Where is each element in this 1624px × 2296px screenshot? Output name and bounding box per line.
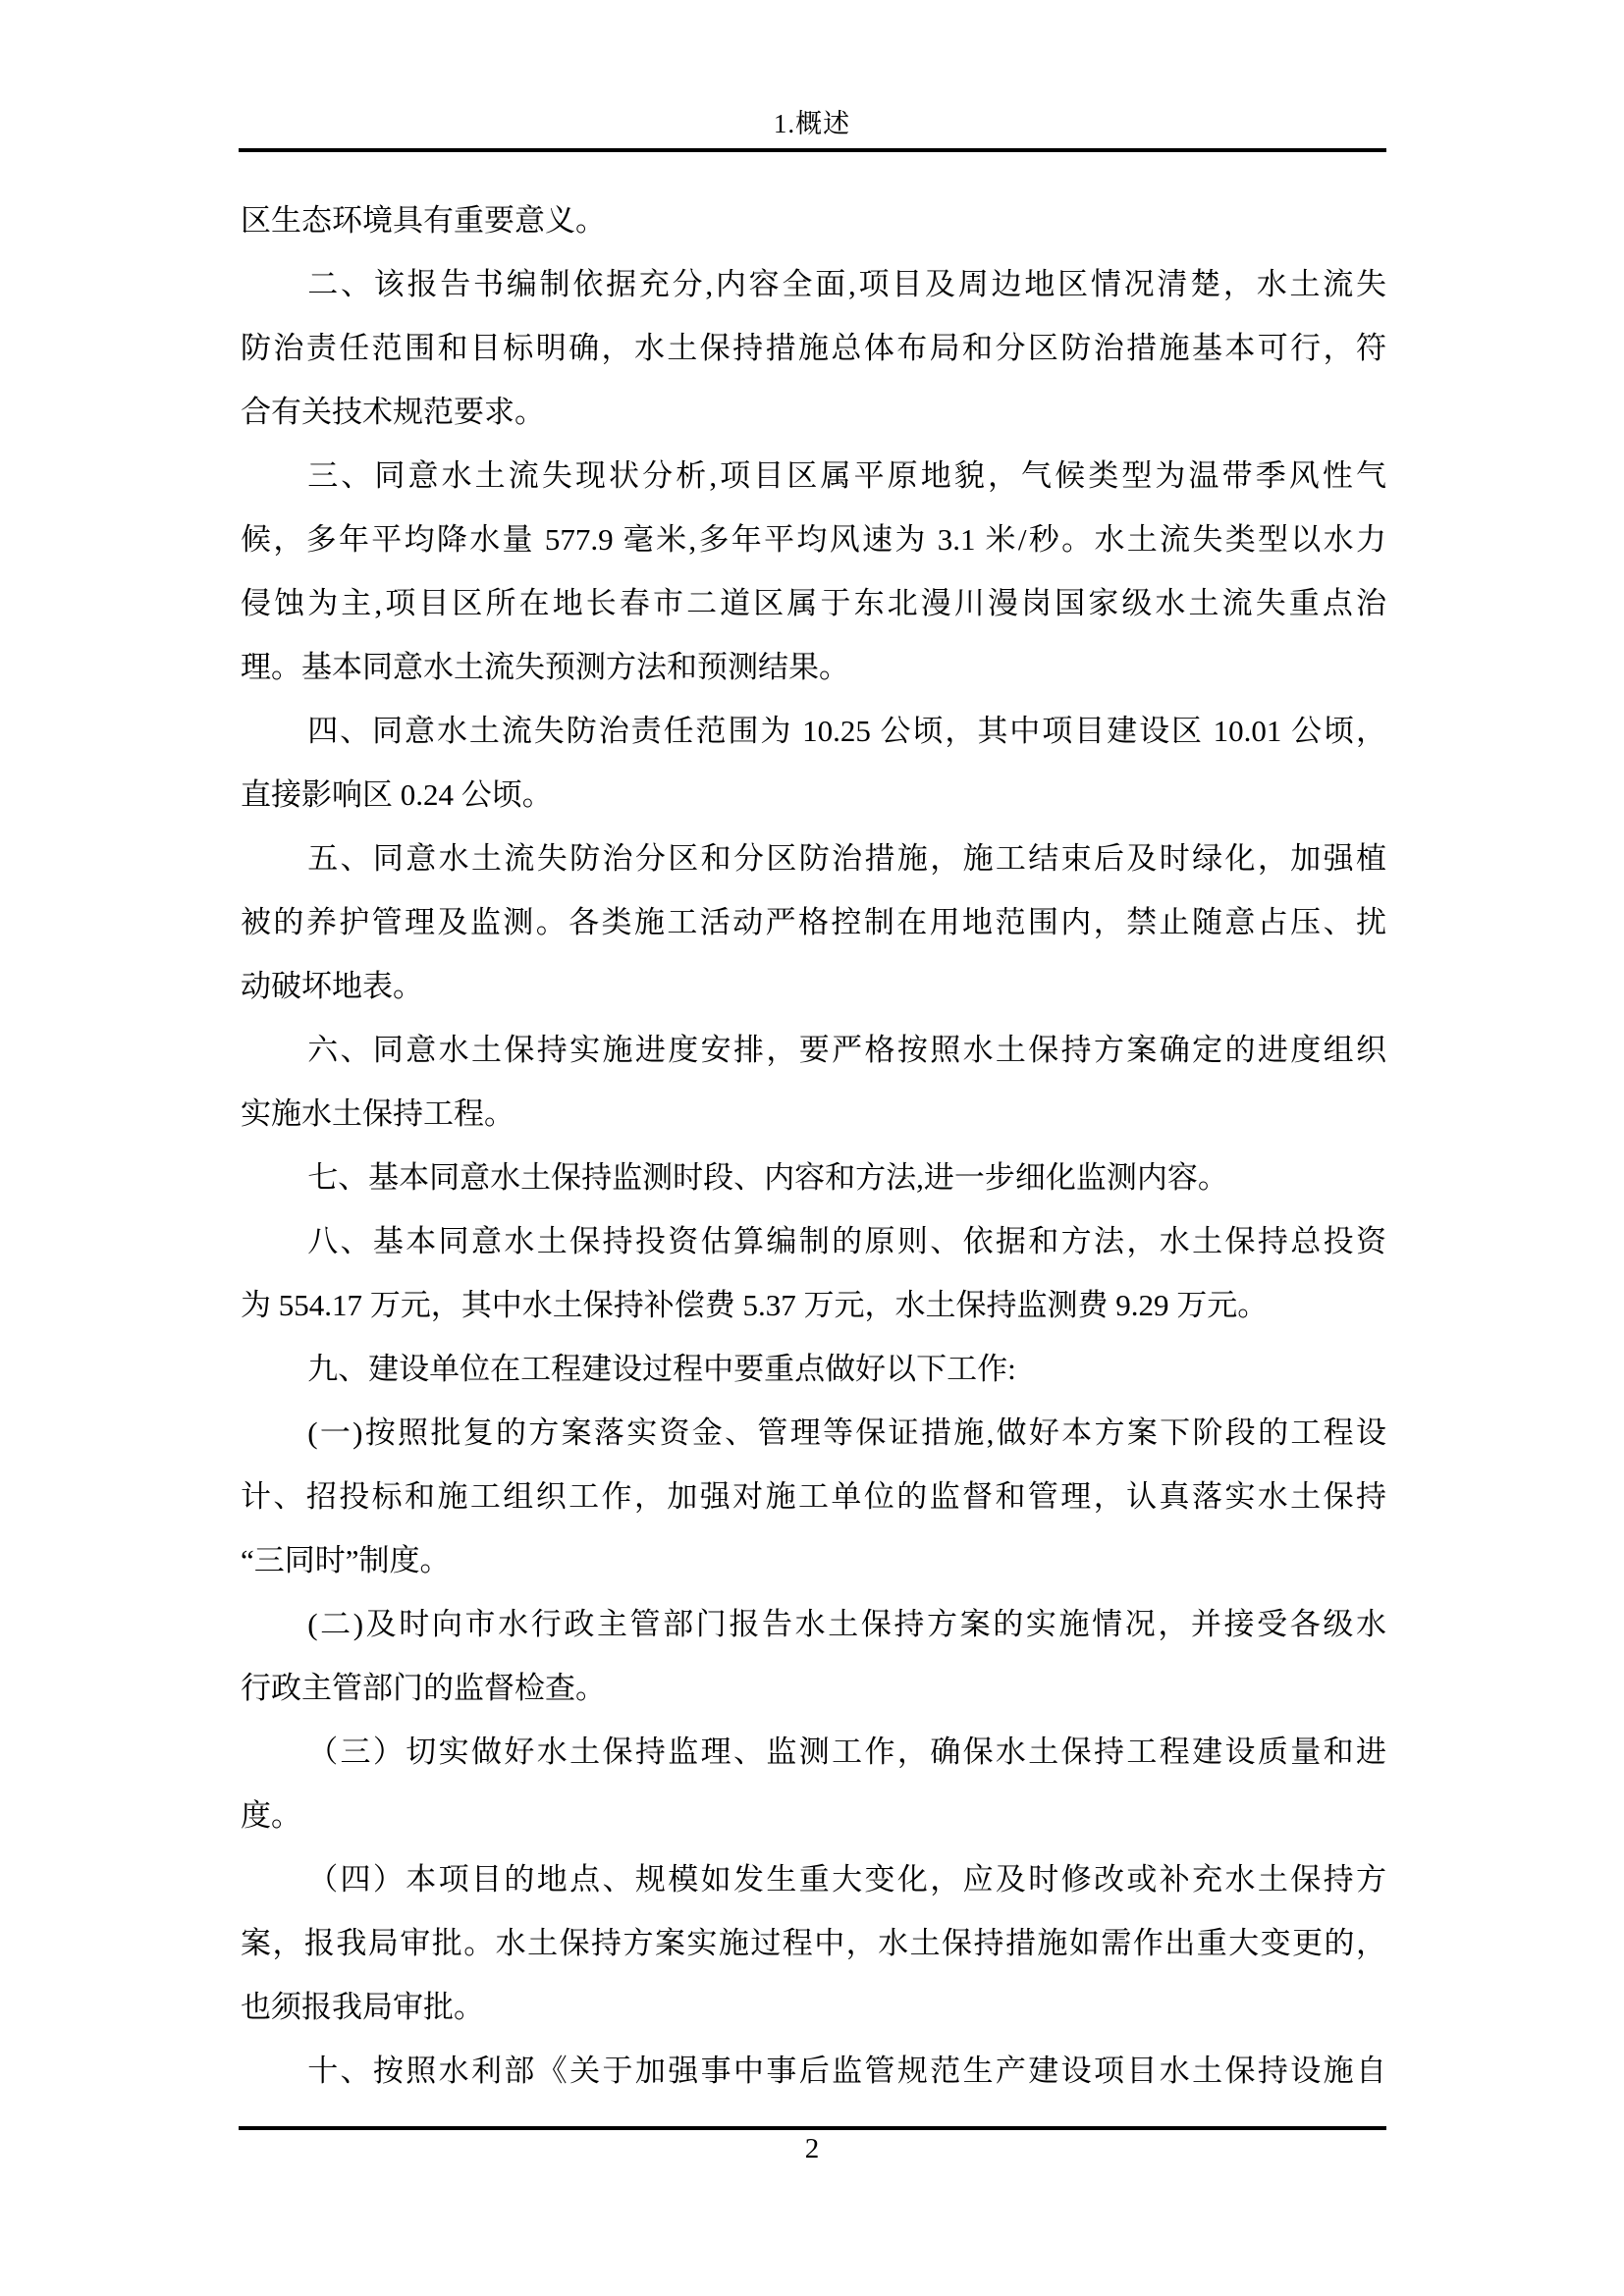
text-line: 七、基本同意水土保持监测时段、内容和方法,进一步细化监测内容。 [307,1160,1228,1195]
text-line: 十、按照水利部《关于加强事中事后监管规范生产建设项目水土保持设施自 [307,2054,1386,2088]
text-line: 防治责任范围和目标明确，水土保持措施总体布局和分区防治措施基本可行，符 [241,331,1386,365]
text-line: 二、该报告书编制依据充分,内容全面,项目及周边地区情况清楚，水土流失 [307,267,1386,301]
text-line: 合有关技术规范要求。 [241,395,545,429]
page-number: 2 [804,2133,820,2164]
text-line: 三、同意水土流失现状分析,项目区属平原地貌，气候类型为温带季风性气 [307,458,1386,493]
text-line: 八、基本同意水土保持投资估算编制的原则、依据和方法，水土保持总投资 [307,1224,1386,1258]
text-line: （四）本项目的地点、规模如发生重大变化，应及时修改或补充水土保持方 [307,1862,1386,1896]
text-line: 五、同意水土流失防治分区和分区防治措施，施工结束后及时绿化，加强植 [307,841,1386,876]
text-line: (一)按照批复的方案落实资金、管理等保证措施,做好本方案下阶段的工程设 [307,1415,1386,1450]
text-line: 实施水土保持工程。 [241,1096,514,1131]
text-line: 为 554.17 万元，其中水土保持补偿费 5.37 万元，水土保持监测费 9.29 万元。 [241,1288,1269,1322]
document-body [241,188,1386,2103]
text-line: 动破坏地表。 [241,969,423,1003]
text-line: 六、同意水土保持实施进度安排，要严格按照水土保持方案确定的进度组织 [307,1033,1386,1067]
page-header-title: 1.概述 [773,109,851,138]
text-line: （三）切实做好水土保持监理、监测工作，确保水土保持工程建设质量和进 [307,1735,1386,1769]
text-line: 理。基本同意水土流失预测方法和预测结果。 [241,650,849,684]
text-line: 行政主管部门的监督检查。 [241,1671,606,1705]
text-line: 九、建设单位在工程建设过程中要重点做好以下工作: [307,1352,1016,1386]
text-line: 也须报我局审批。 [241,1990,484,2024]
text-line: “三同时”制度。 [241,1543,451,1577]
text-line: 候，多年平均降水量 577.9 毫米,多年平均风速为 3.1 米/秒。水土流失类型以水力 [241,522,1386,557]
text-line: (二)及时向市水行政主管部门报告水土保持方案的实施情况，并接受各级水 [307,1607,1386,1641]
footer-rule [239,2126,1386,2130]
text-line: 计、招投标和施工组织工作，加强对施工单位的监督和管理，认真落实水土保持 [241,1479,1386,1514]
text-line: 直接影响区 0.24 公顷。 [241,777,553,812]
header-rule [239,148,1386,152]
text-line: 案，报我局审批。水土保持方案实施过程中，水土保持措施如需作出重大变更的， [241,1926,1386,1960]
text-line: 被的养护管理及监测。各类施工活动严格控制在用地范围内，禁止随意占压、扰 [241,905,1386,939]
text-line: 侵蚀为主,项目区所在地长春市二道区属于东北漫川漫岗国家级水土流失重点治 [241,586,1386,620]
text-line: 度。 [241,1798,301,1833]
text-line: 区生态环境具有重要意义。 [241,203,606,238]
text-line: 四、同意水土流失防治责任范围为 10.25 公顷，其中项目建设区 10.01 公顷， [307,714,1386,748]
